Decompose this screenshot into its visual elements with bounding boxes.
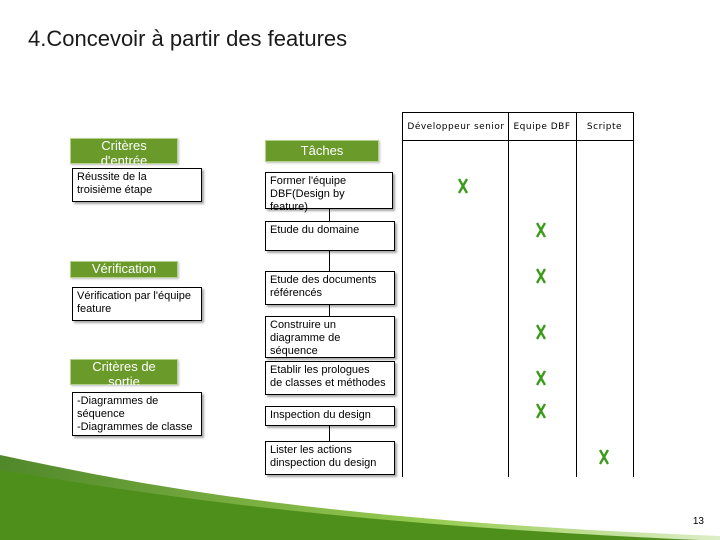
col-header-dbf: Equipe DBF: [513, 122, 571, 132]
task-item: Etude des documents référencés: [265, 271, 395, 305]
task-item: Inspection du design: [265, 406, 395, 426]
tasks-header: Tâches: [265, 140, 379, 162]
task-item: Etude du domaine: [265, 221, 395, 251]
col-divider-4: [633, 112, 634, 477]
header-bottom-line: [402, 140, 634, 141]
page-number: 13: [692, 516, 704, 527]
check-mark-icon: [536, 370, 546, 386]
verification-header: Vérification: [70, 261, 178, 278]
entry-criteria-header: Critères d'entrée: [70, 138, 178, 164]
page-title: 4.Concevoir à partir des features: [28, 26, 348, 51]
check-mark-icon: [536, 222, 546, 238]
col-header-scripte: Scripte: [586, 122, 623, 132]
check-mark-icon: [536, 324, 546, 340]
task-item: Construire un diagramme de séquence: [265, 316, 395, 358]
exit-criteria-box: [72, 392, 202, 436]
col-divider-3: [576, 112, 577, 477]
task-item: Etablir les prologues de classes et méthodes: [265, 361, 395, 395]
task-connector: [329, 426, 330, 441]
col-header-senior: Développeur senior: [407, 122, 505, 132]
entry-criteria-box: [72, 168, 202, 202]
col-divider-1: [402, 112, 403, 477]
task-item: Former l'équipe DBF(Design by feature): [265, 172, 393, 209]
check-mark-icon: [536, 268, 546, 284]
exit-criteria-header: Critères de sortie: [70, 359, 178, 385]
check-mark-icon: [458, 178, 468, 194]
check-mark-icon: [599, 449, 609, 465]
entry-criteria-text: Réussite de la troisième étape: [77, 171, 153, 196]
verification-box: [72, 287, 202, 321]
check-mark-icon: [536, 403, 546, 419]
task-connector: [329, 251, 330, 271]
col-divider-2: [508, 112, 509, 477]
table-top-line: [402, 112, 634, 113]
task-item: Lister les actions dinspection du design: [265, 441, 395, 475]
exit-criteria-text: -Diagrammes de séquence -Diagrammes de classe: [77, 395, 193, 433]
verification-text: Vérification par l'équipe feature: [77, 290, 192, 315]
